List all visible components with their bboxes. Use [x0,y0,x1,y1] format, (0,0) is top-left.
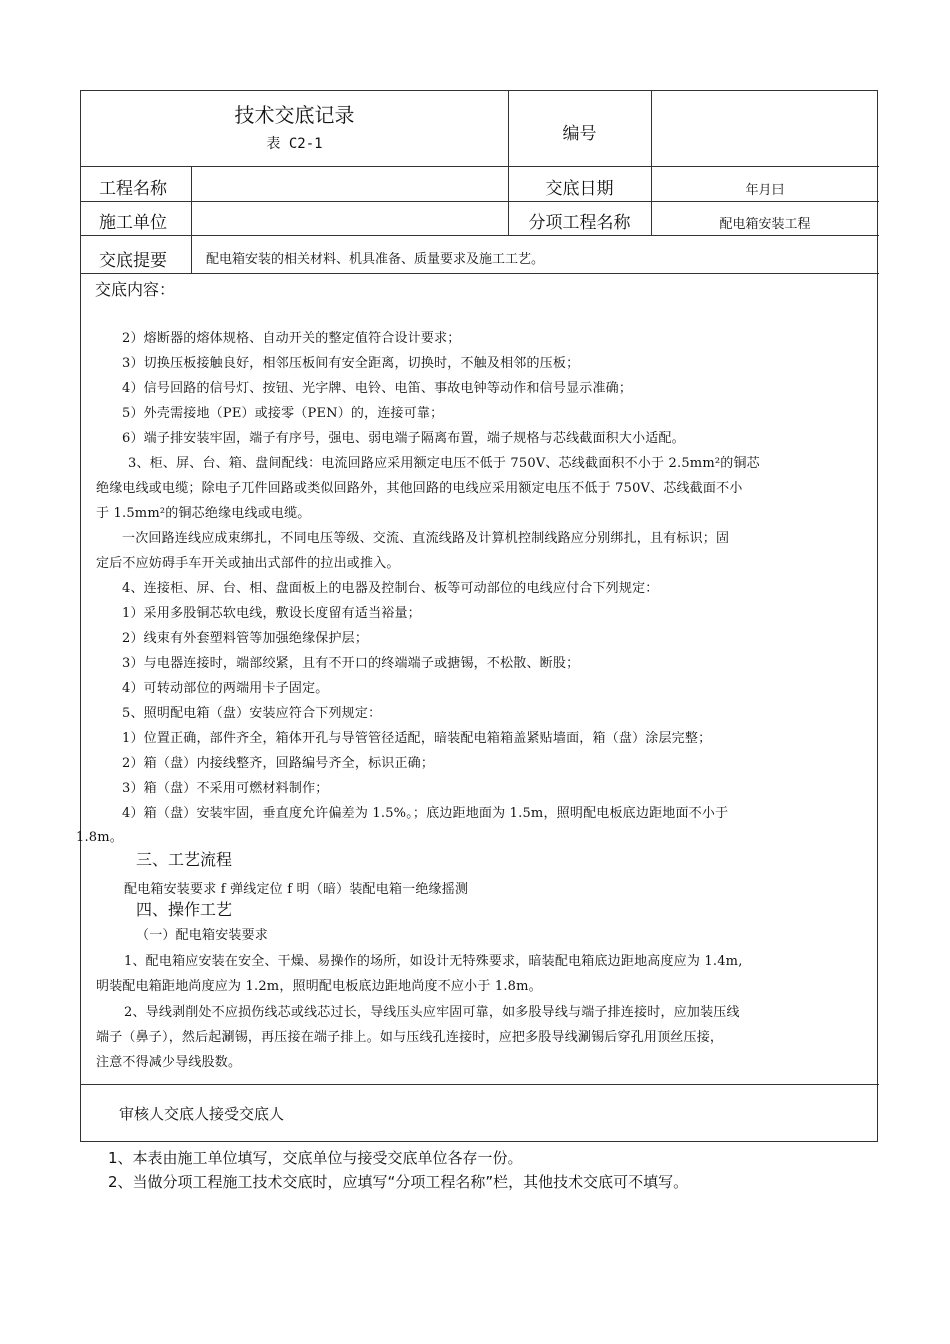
summary-value[interactable]: 配电箱安装的相关材料、机具准备、质量要求及施工工艺。 [206,252,545,267]
section-process-title: 三、工艺流程 [136,850,233,869]
content-line: 3、柜、屏、台、箱、盘间配线：电流回路应采用额定电压不低于 750V、芯线截面积不小于 2.5mm²的铜芯 [128,456,760,471]
content-line: 一次回路连线应成束绑扎，不同电压等级、交流、直流线路及计算机控制线路应分别绑扎，且有标识；固 [122,531,730,546]
content-line: 1）采用多股铜芯软电线，敷设长度留有适当裕量； [122,606,421,621]
content-line: 4）可转动部位的两端用卡子固定。 [122,681,329,696]
content-line: 定后不应妨碍手车开关或抽出式部件的拉出或推入。 [96,556,400,571]
project-name-label: 工程名称 [99,179,167,199]
content-line: 3）与电器连接时，端部绞紧，且有不开口的终端端子或搪锡，不松散、断股； [122,656,580,671]
date-value[interactable]: 年月曰 [745,183,785,198]
form-title: 技术交底记录 [234,103,355,127]
operation-line: 1、配电箱应安装在安全、干燥、易操作的场所，如设计无特殊要求，暗装配电箱底边距地高度应为 1.4m, [124,954,743,969]
content-line: 4、连接柜、屏、台、相、盘面板上的电器及控制台、板等可动部位的电线应付合下列规定： [122,581,659,596]
content-line: 2）箱（盘）内接线整齐，回路编号齐全，标识正确； [122,756,435,771]
content-line: 6）端子排安装牢固，端子有序号，强电、弱电端子隔离布置，端子规格与芯线截面积大小适配。 [122,431,685,446]
footnote: 2、当做分项工程施工技术交底时，应填写“分项工程名称”栏，其他技术交底可不填写。 [108,1173,689,1191]
content-line: 绝缘电线或电缆；除电子兀件回路或类似回路外，其他回路的电线应采用额定电压不低于 750V、芯线截面不小 [96,481,743,496]
row-divider [81,273,879,274]
content-line: 3）箱（盘）不采用可燃材料制作； [122,781,329,796]
content-line: 5）外壳需接地（PE）或接零（PEN）的，连接可靠； [122,406,444,421]
summary-label: 交底提要 [99,251,167,271]
content-line: 4）箱（盘）安装牢固，垂直度允许偏差为 1.5%。；底边距地面为 1.5m，照明配电板底边距地面不小于 [122,806,729,821]
section-operation-title: 四、操作工艺 [136,900,233,919]
content-line: 于 1.5mm²的铜芯绝缘电线或电缆。 [96,506,311,521]
content-line: 2）熔断器的熔体规格、自动开关的整定值符合设计要求； [122,331,461,346]
footnote: 1、本表由施工单位填写，交底单位与接受交底单位各存一份。 [108,1149,523,1167]
construction-unit-label: 施工单位 [99,213,167,233]
tech-disclosure-form [76,90,878,1142]
content-line: 4）信号回路的信号灯、按钮、光字牌、电铃、电笛、事故电钟等动作和信号显示准确； [122,381,633,396]
signature-row: 审核人交底人接受交底人 [119,1105,285,1123]
content-line: 5、照明配电箱（盘）安装应符合下列规定： [122,706,382,721]
row-divider [81,1084,879,1085]
content-line: 1）位置正确，部件齐全，箱体开孔与导管管径适配，暗装配电箱箱盖紧贴墙面，箱（盘）涂层完整； [122,731,712,746]
code-label: 编号 [562,124,597,144]
row-divider [81,235,879,236]
operation-line: 明装配电箱距地尚度应为 1.2m，照明配电板底边距地尚度不应小于 1.8m。 [96,979,542,994]
row-divider [81,166,879,167]
operation-line: 2、导线剥削处不应损伤线芯或线芯过长，导线压头应牢固可靠，如多股导线与端子排连接时，应加装压线 [124,1005,740,1020]
col-divider [191,166,192,273]
row-divider [81,201,879,202]
content-heading: 交底内容： [95,280,176,299]
content-line: 2）线束有外套塑料管等加强绝缘保护层； [122,631,369,646]
section-operation-subtitle: （一）配电箱安装要求 [136,928,269,943]
date-label: 交底日期 [545,179,614,199]
table-number: 表 C2-1 [266,136,323,152]
operation-line: 注意不得减少导线股数。 [96,1055,242,1070]
section-process-text: 配电箱安装要求 f 弹线定位 f 明（暗）装配电箱一绝缘摇测 [124,882,469,897]
content-line: 1.8m。 [76,830,124,845]
subproject-label: 分项工程名称 [528,213,631,233]
subproject-value[interactable]: 配电箱安装工程 [719,217,811,232]
operation-line: 端子（鼻子），然后起涮锡，再压接在端子排上。如与压线孔连接时，应把多股导线涮锡后穿孔用顶丝压接， [96,1030,724,1045]
content-line: 3）切换压板接触良好，相邻压板间有安全距离，切换时，不触及相邻的压板； [122,356,580,371]
